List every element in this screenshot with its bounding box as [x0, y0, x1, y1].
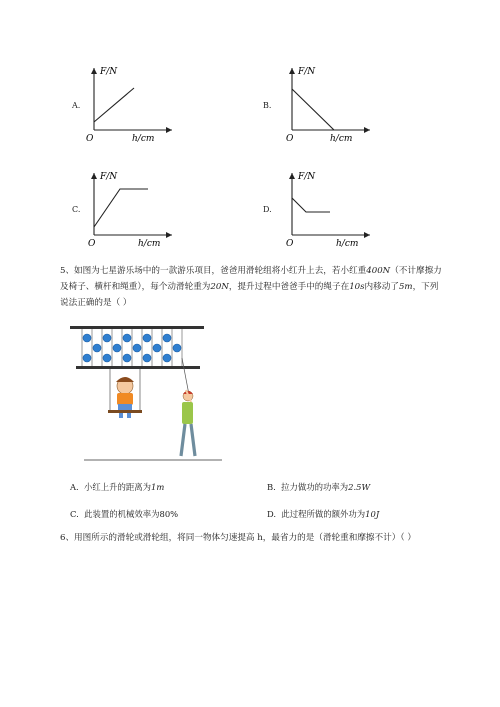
- graph-a-ylabel: F/N: [100, 67, 118, 77]
- q5-choice-d[interactable]: [267, 508, 379, 520]
- choice-letter: D.: [267, 509, 277, 519]
- choice-text: 小红上升的距离为: [84, 482, 152, 492]
- choice-value: 2.5W: [348, 482, 371, 492]
- choice-text: 此过程所做的额外功为: [281, 509, 366, 519]
- graph-c-line: [94, 189, 148, 227]
- graph-c-ylabel: F/N: [100, 172, 118, 182]
- graph-a-origin: O: [86, 134, 94, 144]
- q5-line1: [60, 264, 442, 279]
- q5-text: ，提升过程中爸爸手中的绳子在: [228, 282, 350, 292]
- option-c-label: C.: [72, 205, 81, 214]
- q5-text: 内移动了: [364, 282, 399, 292]
- option-a-label: A.: [72, 101, 81, 110]
- graph-d-ylabel: F/N: [298, 172, 316, 182]
- choice-value: 10J: [365, 509, 380, 519]
- graph-c-xlabel: h/cm: [138, 239, 161, 249]
- graph-d: [282, 165, 372, 249]
- graph-d-origin: O: [286, 239, 294, 249]
- q5-text: 及椅子、横杆和绳重），每个动滑轮重为: [60, 282, 211, 292]
- q5-choice-c[interactable]: [70, 508, 178, 520]
- top-beam: [70, 326, 204, 329]
- dad-figure: [181, 390, 195, 456]
- graph-b: [282, 60, 372, 144]
- girl-shirt: [117, 393, 133, 405]
- q5-line2: [60, 280, 438, 295]
- swing-seat: [108, 410, 142, 413]
- graph-b-line: [292, 89, 334, 130]
- q5-text: ，下列: [412, 282, 439, 292]
- q5-line3: 说法正确的是（ ）: [60, 298, 132, 308]
- q5-choice-a[interactable]: [70, 481, 164, 493]
- option-b-label: B.: [263, 101, 272, 110]
- q5-choice-b[interactable]: [267, 481, 370, 493]
- q5-pulley-weight: 20N: [210, 282, 229, 292]
- graph-b-origin: O: [286, 134, 294, 144]
- graph-d-xlabel: h/cm: [336, 239, 359, 249]
- choice-value: 80%: [159, 509, 179, 519]
- graph-c: [84, 165, 174, 249]
- q6-text: 6、用图所示的滑轮或滑轮组，将同一物体匀速提高 h，最省力的是（滑轮重和摩擦不计）（ ）: [60, 533, 416, 543]
- pulley-swing-illustration: [64, 320, 224, 466]
- q5-weight: 400N: [366, 266, 391, 276]
- graph-a-xlabel: h/cm: [132, 134, 155, 144]
- q5-distance: 5m: [398, 282, 413, 292]
- choice-letter: A.: [70, 482, 79, 492]
- choice-text: 拉力做功的功率为: [281, 482, 349, 492]
- graph-b-xlabel: h/cm: [330, 134, 353, 144]
- q5-text: 5、如图为七星游乐场中的一款游乐项目，爸爸用滑轮组将小红升上去，若小红重: [60, 266, 367, 276]
- choice-text: 此装置的机械效率为: [84, 509, 160, 519]
- graph-a-line: [94, 88, 134, 122]
- choice-letter: B.: [267, 482, 276, 492]
- bottom-beam: [76, 366, 200, 369]
- q5-time: 10s: [349, 282, 365, 292]
- graph-d-line: [292, 198, 330, 212]
- graph-b-ylabel: F/N: [298, 67, 316, 77]
- dad-shirt: [182, 402, 193, 424]
- choice-value: 1m: [151, 482, 165, 492]
- option-d-label: D.: [263, 205, 272, 214]
- q5-text: （不计摩擦力: [390, 266, 442, 276]
- graph-c-origin: O: [88, 239, 96, 249]
- choice-letter: C.: [70, 509, 79, 519]
- graph-a: [84, 60, 174, 144]
